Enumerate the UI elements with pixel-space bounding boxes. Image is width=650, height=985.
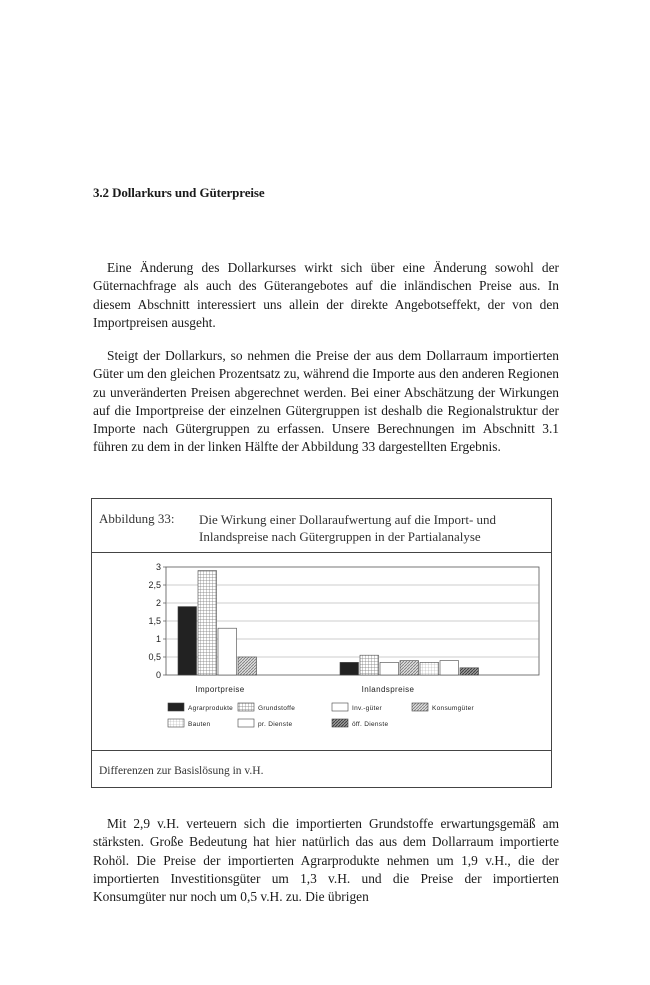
- bar: [460, 668, 479, 675]
- bar: [420, 662, 439, 675]
- figure-box: [91, 498, 552, 788]
- legend-label: Konsumgüter: [432, 705, 474, 712]
- legend-swatch: [238, 719, 254, 727]
- legend-swatch: [332, 719, 348, 727]
- paragraph: Mit 2,9 v.H. verteuern sich die importierten Grundstoffe erwartungsgemäß am stärksten. Große Bedeutung hat hier natürlich das aus dem Dollarraum importierte Rohöl. Die Preise der importierten Agrarprodukte nehmen um 1,9 v.H., die der importierten Investitionsgüter um 1,3 v.H. und die Preise der importierten Konsumgüter nur noch um 0,5 v.H. zu. Die übrigen: [93, 816, 559, 905]
- bar-chart: [92, 499, 553, 750]
- legend-swatch: [332, 703, 348, 711]
- y-tick-label: 0: [155, 670, 161, 680]
- bar: [440, 661, 459, 675]
- bar: [238, 657, 257, 675]
- y-tick-label: 1,5: [148, 616, 161, 626]
- legend-label: Inv.-güter: [352, 705, 382, 712]
- y-tick-label: 3: [155, 562, 161, 572]
- bar: [218, 628, 237, 675]
- legend-label: öff. Dienste: [352, 721, 389, 728]
- x-category-label: Importpreise: [195, 685, 245, 694]
- paragraph: Eine Änderung des Dollarkurses wirkt sich über eine Änderung sowohl der Güternachfrage als auch des Güterangebotes auf die inländischen Preise aus. In diesem Abschnitt interessiert uns allein der direkte Angebotseffekt, der von den Importpreisen ausgeht.: [93, 260, 559, 330]
- legend-swatch: [238, 703, 254, 711]
- legend-swatch: [168, 719, 184, 727]
- bar: [400, 661, 419, 675]
- bar: [340, 662, 359, 675]
- legend-swatch: [412, 703, 428, 711]
- y-tick-label: 0,5: [148, 652, 161, 662]
- bar: [178, 607, 197, 675]
- y-tick-label: 2,5: [148, 580, 161, 590]
- x-category-label: Inlandspreise: [361, 685, 415, 694]
- y-tick-label: 1: [155, 634, 161, 644]
- bar: [198, 571, 217, 675]
- legend-label: Bauten: [188, 721, 211, 728]
- legend-label: Agrarprodukte: [188, 705, 234, 712]
- footnote-text: Differenzen zur Basislösung in v.H.: [99, 765, 264, 777]
- figure-footnote: [92, 750, 551, 788]
- bar: [360, 655, 379, 675]
- bar: [380, 662, 399, 675]
- figure-title: Die Wirkung einer Dollaraufwertung auf die Import- und Inlandspreise nach Gütergruppen in der Partialanalyse: [199, 512, 497, 544]
- paragraph: Steigt der Dollarkurs, so nehmen die Preise der aus dem Dollarraum importierten Güter um den gleichen Prozentsatz zu, während die Importe aus den anderen Regionen zu unveränderten Preisen abgerechnet werden. Bei einer Abschätzung der Wirkungen auf die Importpreise der einzelnen Gütergruppen ist deshalb die Regionalstruktur der Importe nach Gütergruppen zu erfassen. Unsere Berechnungen im Abschnitt 3.1 führen zu dem in der linken Hälfte der Abbildung 33 dargestellten Ergebnis.: [93, 348, 559, 455]
- figure-label: Abbildung 33:: [99, 511, 175, 526]
- legend-label: pr. Dienste: [258, 721, 293, 728]
- y-tick-label: 2: [155, 598, 161, 608]
- legend-label: Grundstoffe: [258, 705, 296, 712]
- section-heading: 3.2 Dollarkurs und Güterpreise: [93, 185, 265, 200]
- legend-swatch: [168, 703, 184, 711]
